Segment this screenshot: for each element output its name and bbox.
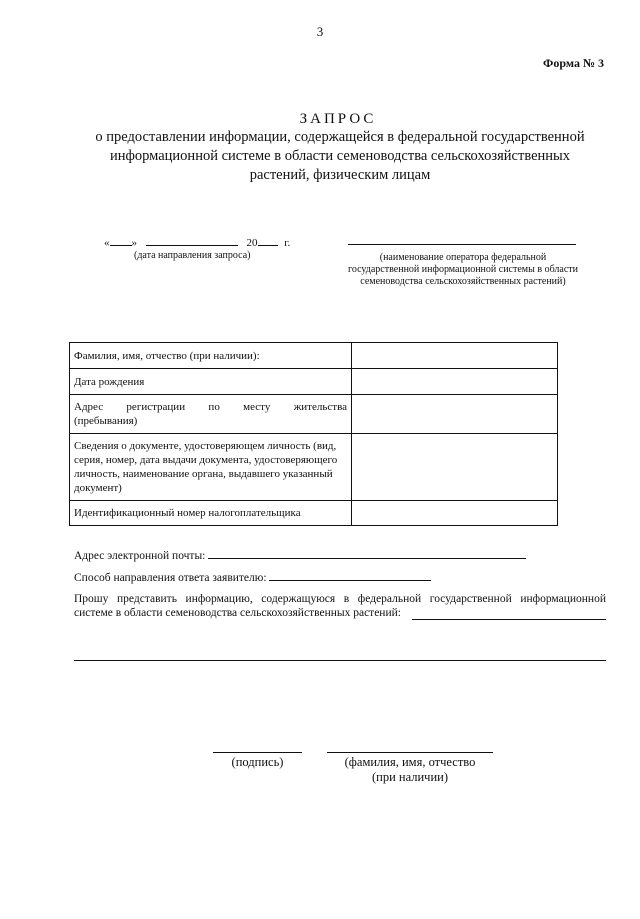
table-cell-label: Сведения о документе, удостоверяющем личность (вид, серия, номер, дата выдачи документа, удостоверяющего личность, наименование органа, выдавшего указанный документ) — [70, 434, 352, 501]
address-label: Адрес регистрации по месту жительства — [74, 401, 347, 413]
signature-line[interactable] — [213, 752, 302, 753]
applicant-info-table — [69, 342, 558, 526]
document-subtitle: о предоставлении информации, содержащейся в федеральной государственной информационной системе в области семеноводства сельскохозяйственных растений, физическим лицам — [95, 129, 585, 183]
table-cell-label: Идентификационный номер налогоплательщика — [70, 501, 352, 526]
email-field[interactable] — [208, 548, 526, 559]
fio-line[interactable] — [327, 752, 493, 753]
table-cell-value[interactable] — [352, 501, 558, 526]
table-cell-value[interactable] — [352, 434, 558, 501]
year-prefix: 20 — [246, 237, 258, 249]
open-quote: « — [104, 237, 110, 249]
table-row — [70, 343, 558, 369]
signature-caption: (подпись) — [231, 755, 284, 769]
date-caption: (дата направления запроса) — [134, 250, 251, 261]
table-cell-value[interactable] — [352, 343, 558, 369]
fio-caption-line1: (фамилия, имя, отчество — [344, 755, 476, 769]
email-row — [74, 548, 526, 562]
day-blank[interactable] — [110, 235, 132, 246]
form-number: Форма № 3 — [543, 56, 604, 70]
address-label-cont: (пребывания) — [74, 415, 138, 427]
close-quote: » — [131, 237, 137, 249]
table-cell-label — [70, 395, 352, 434]
table-row — [70, 434, 558, 501]
table-cell-label: Дата рождения — [70, 369, 352, 395]
date-field[interactable] — [104, 235, 290, 249]
response-method-field[interactable] — [269, 570, 431, 581]
request-text: Прошу представить информацию, содержащуюся в федеральной государственной информационной системе в области семеноводства сельскохозяйственных растений: — [74, 593, 606, 619]
page-number: 3 — [316, 24, 324, 39]
operator-name-line[interactable] — [348, 244, 576, 245]
fio-caption — [327, 755, 493, 785]
request-text-fill-line[interactable] — [412, 619, 606, 620]
table-cell-value[interactable] — [352, 369, 558, 395]
response-method-row — [74, 570, 431, 584]
email-label: Адрес электронной почты: — [74, 550, 206, 562]
response-method-label: Способ направления ответа заявителю: — [74, 572, 267, 584]
table-row — [70, 395, 558, 434]
table-row — [70, 369, 558, 395]
year-suffix: г. — [284, 237, 291, 249]
table-cell-label: Фамилия, имя, отчество (при наличии): — [70, 343, 352, 369]
year-blank[interactable] — [258, 235, 278, 246]
fio-caption-line2: (при наличии) — [371, 770, 449, 784]
document-title: ЗАПРОС — [299, 111, 377, 127]
request-text-extra-line[interactable] — [74, 660, 606, 661]
month-blank[interactable] — [146, 235, 238, 246]
table-row — [70, 501, 558, 526]
table-cell-value[interactable] — [352, 395, 558, 434]
operator-caption: (наименование оператора федеральной государственной информационной системы в области семеноводства сельскохозяйственных растений) — [348, 252, 578, 287]
